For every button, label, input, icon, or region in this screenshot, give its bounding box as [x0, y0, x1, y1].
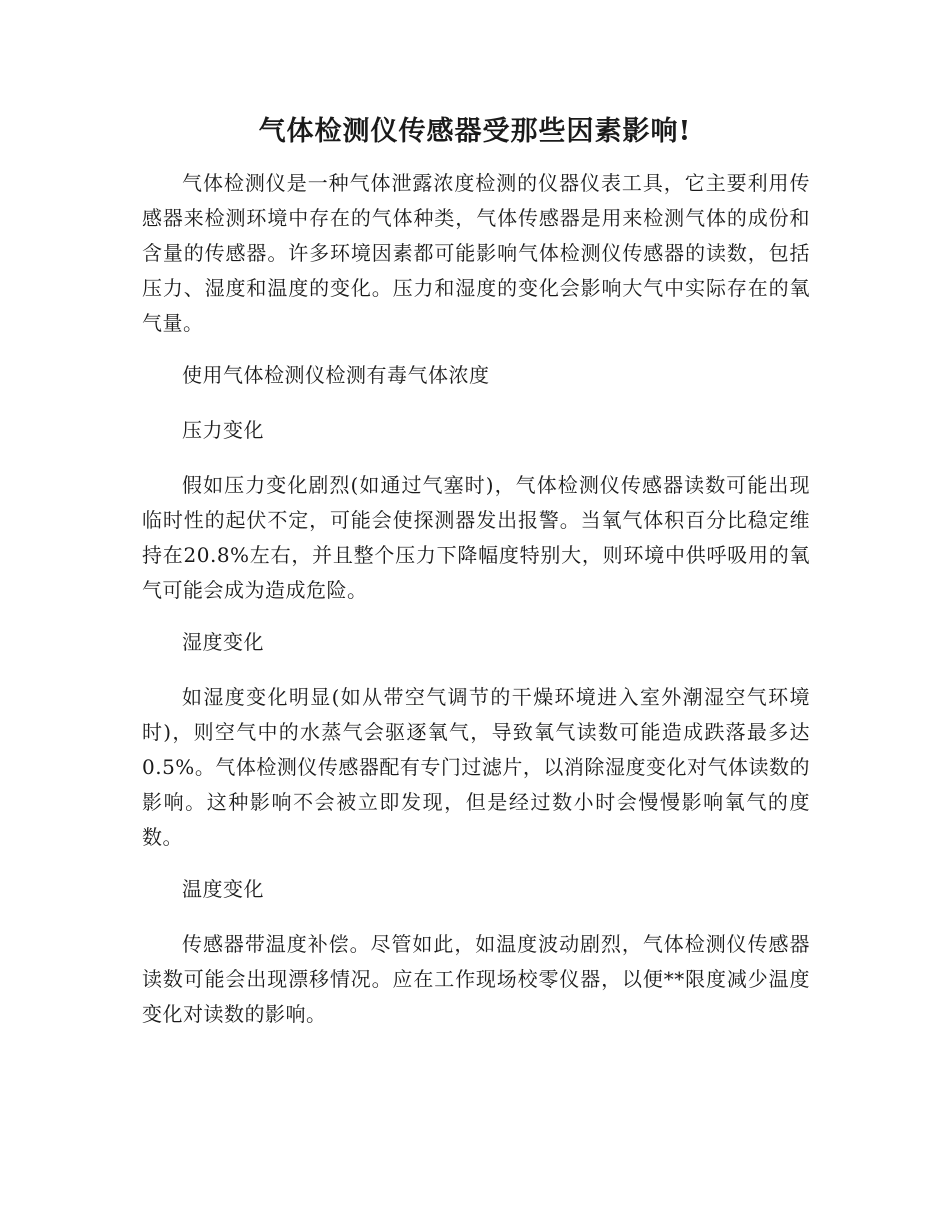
subheading-pressure: 压力变化 — [182, 418, 264, 442]
temperature-paragraph: 传感器带温度补偿。尽管如此，如温度波动剧烈，气体检测仪传感器读数可能会出现漂移情况。应在工作现场校零仪器，以便**限度减少温度变化对读数的影响。 — [142, 932, 810, 1026]
subheading-temperature: 温度变化 — [182, 877, 264, 901]
subheading-humidity: 湿度变化 — [182, 630, 264, 654]
subheading-usage: 使用气体检测仪检测有毒气体浓度 — [182, 363, 490, 387]
humidity-paragraph: 如湿度变化明显(如从带空气调节的干燥环境进入室外潮湿空气环境时)，则空气中的水蒸气会驱逐氧气，导致氧气读数可能造成跌落最多达0.5%。气体检测仪传感器配有专门过滤片，以消除湿度变化对气体读数的影响。这种影响不会被立即发现，但是经过数小时会慢慢影响氧气的度数。 — [142, 685, 810, 849]
document-title: 气体检测仪传感器受那些因素影响! — [258, 116, 692, 147]
pressure-paragraph: 假如压力变化剧烈(如通过气塞时)，气体检测仪传感器读数可能出现临时性的起伏不定，可能会使探测器发出报警。当氧气体积百分比稳定维持在20.8%左右，并且整个压力下降幅度特别大，则环境中供呼吸用的氧气可能会成为造成危险。 — [142, 473, 810, 602]
intro-paragraph: 气体检测仪是一种气体泄露浓度检测的仪器仪表工具，它主要利用传感器来检测环境中存在的气体种类，气体传感器是用来检测气体的成份和含量的传感器。许多环境因素都可能影响气体检测仪传感器的读数，包括压力、湿度和温度的变化。压力和湿度的变化会影响大气中实际存在的氧气量。 — [142, 171, 810, 335]
document-body — [142, 166, 810, 1049]
